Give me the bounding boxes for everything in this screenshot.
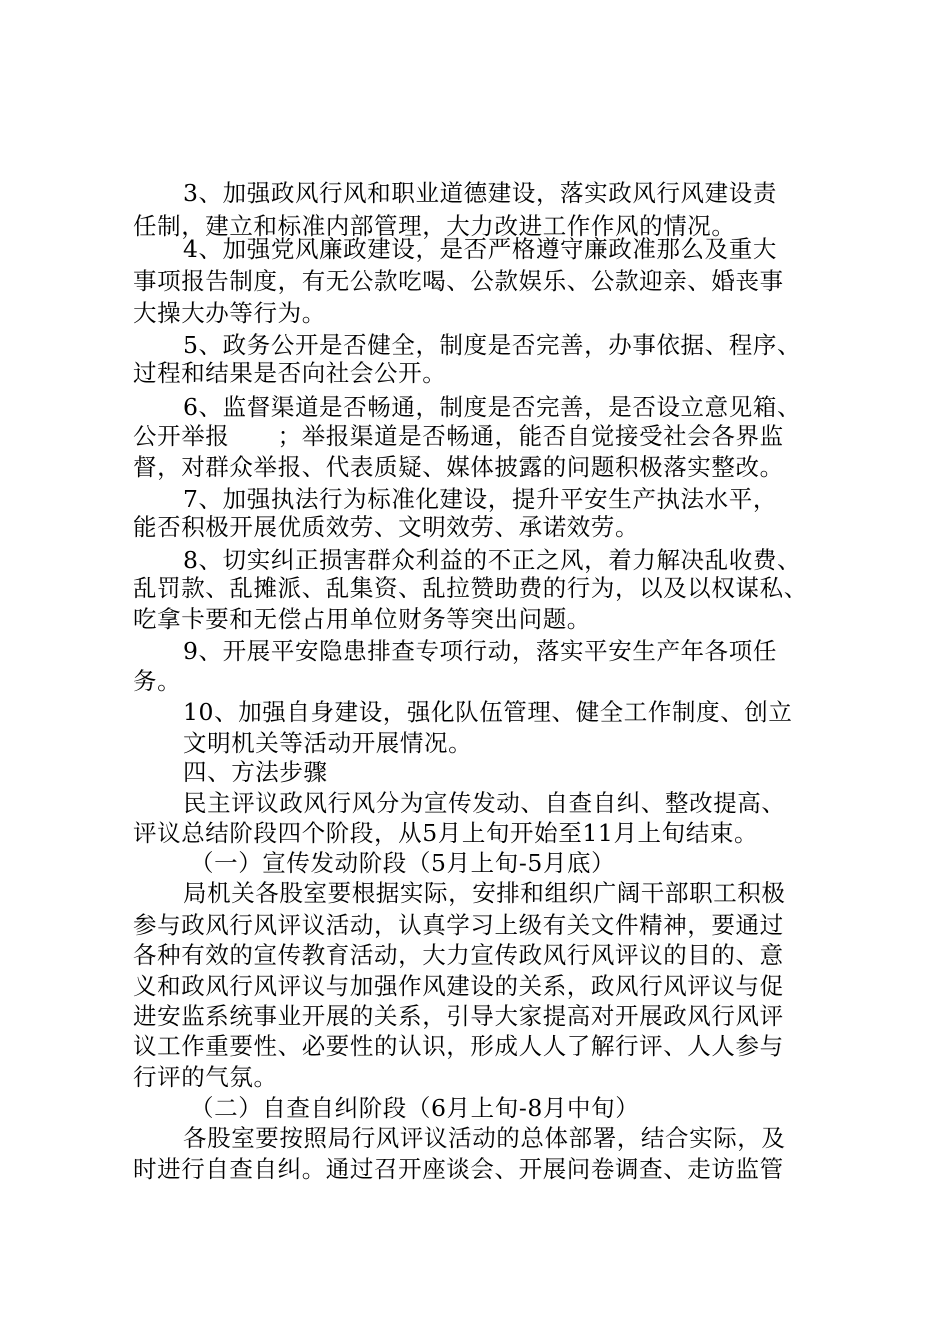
paragraph-line: 局机关各股室要根据实际，安排和组织广阔干部职工积极 [183, 879, 786, 907]
paragraph-line: 督，对群众举报、代表质疑、媒体披露的问题积极落实整改。 [133, 453, 784, 481]
paragraph-line: 各种有效的宣传教育活动，大力宣传政风行风评议的目的、意 [133, 941, 784, 969]
paragraph-line: 能否积极开展优质效劳、文明效劳、承诺效劳。 [133, 513, 640, 541]
paragraph-line: 文明机关等活动开展情况。 [183, 729, 473, 757]
paragraph-line: 民主评议政风行风分为宣传发动、自查自纠、整改提高、 [183, 789, 786, 817]
paragraph-line: 吃拿卡要和无偿占用单位财务等突出问题。 [133, 605, 591, 633]
paragraph-line: 过程和结果是否向社会公开。 [133, 359, 447, 387]
paragraph-line: 时进行自查自纠。通过召开座谈会、开展问卷调查、走访监管 [133, 1155, 784, 1183]
subsection-heading: （二）自查自纠阶段（6月上旬-8月中旬） [190, 1094, 640, 1122]
paragraph-line: 行评的气氛。 [133, 1063, 278, 1091]
subsection-heading: （一）宣传发动阶段（5月上旬-5月底） [190, 849, 616, 877]
paragraph-line: 6、监督渠道是否畅通，制度是否完善，是否设立意见箱、 [183, 393, 802, 421]
paragraph-line: 事项报告制度，有无公款吃喝、公款娱乐、公款迎亲、婚丧事 [133, 267, 784, 295]
section-heading: 四、方法步骤 [183, 758, 328, 786]
paragraph-line: 乱罚款、乱摊派、乱集资、乱拉赞助费的行为，以及以权谋私、 [133, 574, 808, 602]
paragraph-line: 5、政务公开是否健全，制度是否完善，办事依据、程序、 [183, 331, 802, 359]
paragraph-line: 参与政风行风评议活动，认真学习上级有关文件精神，要通过 [133, 911, 784, 939]
paragraph-line: 7、加强执法行为标准化建设，提升平安生产执法水平， [183, 485, 777, 513]
paragraph-line: 各股室要按照局行风评议活动的总体部署，结合实际，及 [183, 1124, 786, 1152]
paragraph-line: 公开举报 ；举报渠道是否畅通，能否自觉接受社会各界监 [133, 422, 784, 450]
paragraph-line: 任制，建立和标准内部管理，大力改进工作作风的情况。 [133, 212, 736, 240]
paragraph-line: 9、开展平安隐患排查专项行动，落实平安生产年各项任 [183, 637, 777, 665]
paragraph-line: 议工作重要性、必要性的认识，形成人人了解行评、人人参与 [133, 1032, 784, 1060]
paragraph-line: 8、切实纠正损害群众利益的不正之风，着力解决乱收费、 [183, 546, 802, 574]
paragraph-line: 评议总结阶段四个阶段，从5月上旬开始至11月上旬结束。 [133, 819, 759, 847]
paragraph-line: 10、加强自身建设，强化队伍管理、健全工作制度、创立 [183, 698, 793, 726]
paragraph-line: 进安监系统事业开展的关系，引导大家提高对开展政风行风评 [133, 1002, 784, 1030]
paragraph-line: 大操大办等行为。 [133, 299, 326, 327]
paragraph-line: 3、加强政风行风和职业道德建设，落实政风行风建设责 [183, 179, 777, 207]
paragraph-line: 义和政风行风评议与加强作风建设的关系，政风行风评议与促 [133, 972, 784, 1000]
paragraph-line: 务。 [133, 667, 182, 695]
paragraph-line: 4、加强党风廉政建设，是否严格遵守廉政准那么及重大 [183, 235, 777, 263]
